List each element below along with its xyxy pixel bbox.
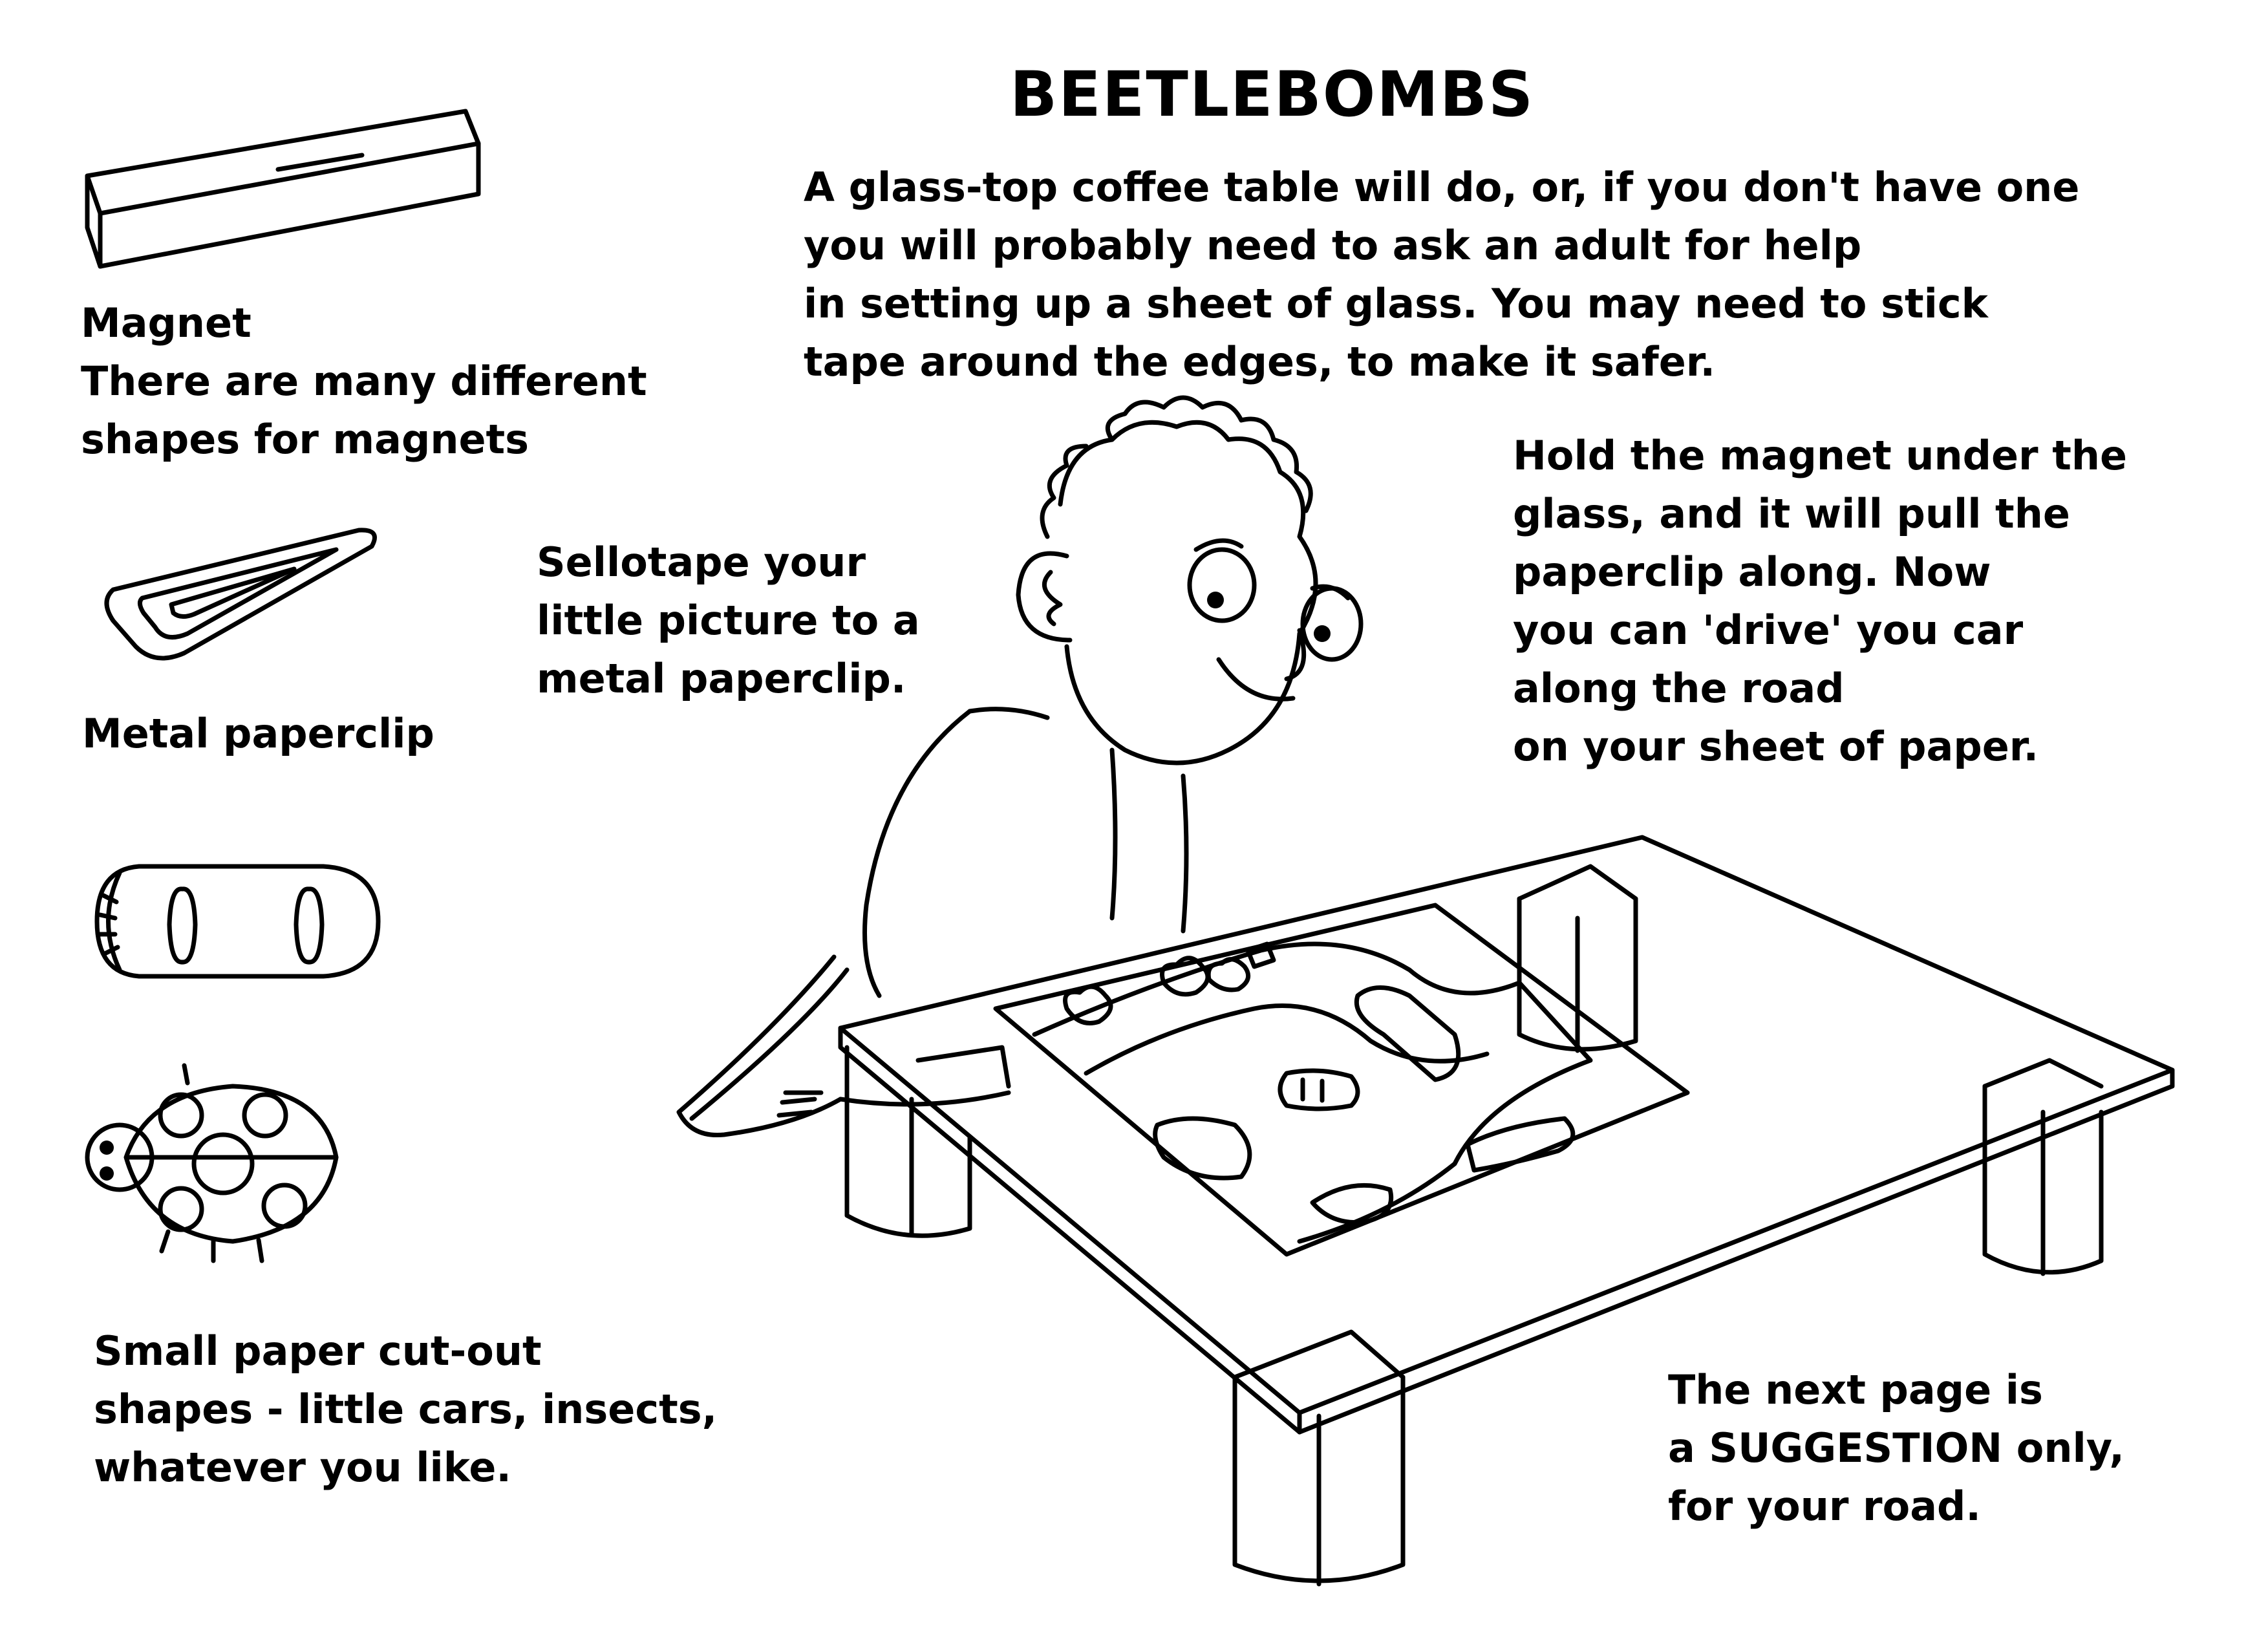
paperclip-icon xyxy=(107,530,375,658)
cutout-line: whatever you like. xyxy=(94,1444,511,1491)
sellotape-line: metal paperclip. xyxy=(537,655,906,702)
hold-magnet-instruction xyxy=(1513,427,2127,776)
hold-line: you can 'drive' you car xyxy=(1513,606,2024,654)
magnet-bar-icon xyxy=(87,111,478,266)
next-page-note xyxy=(1668,1361,2124,1536)
intro-line: you will probably need to ask an adult for help xyxy=(804,222,1862,269)
hold-line: on your sheet of paper. xyxy=(1513,723,2039,770)
intro-line: in setting up a sheet of glass. You may need to stick xyxy=(804,280,1988,327)
beetle-cutout-icon xyxy=(87,1066,336,1261)
boy-illustration xyxy=(679,398,1361,1135)
hold-line: along the road xyxy=(1513,665,1845,712)
magnet-caption-line: Magnet xyxy=(81,299,251,347)
intro-line: A glass-top coffee table will do, or, if you don't have one xyxy=(804,164,2080,211)
cutout-caption xyxy=(94,1322,717,1497)
magnet-caption-line: There are many different xyxy=(81,358,647,405)
next-page-line: The next page is xyxy=(1668,1366,2043,1413)
sellotape-line: Sellotape your xyxy=(537,539,866,586)
next-page-line: for your road. xyxy=(1668,1483,1981,1530)
magnet-caption xyxy=(81,294,647,469)
cutout-line: shapes - little cars, insects, xyxy=(94,1386,718,1433)
intro-line: tape around the edges, to make it safer. xyxy=(804,338,1716,385)
hold-line: Hold the magnet under the xyxy=(1513,432,2128,479)
page-title: BEETLEBOMBS xyxy=(1010,58,1535,131)
hold-line: glass, and it will pull the xyxy=(1513,490,2070,537)
sellotape-line: little picture to a xyxy=(537,597,920,644)
next-page-line: a SUGGESTION only, xyxy=(1668,1424,2124,1472)
magnet-caption-line: shapes for magnets xyxy=(81,416,530,463)
paperclip-caption: Metal paperclip xyxy=(82,710,434,757)
sellotape-instruction xyxy=(537,533,920,708)
cutout-line: Small paper cut-out xyxy=(94,1327,542,1375)
car-cutout-icon xyxy=(97,866,378,976)
intro-paragraph xyxy=(804,158,2079,391)
hold-line: paperclip along. Now xyxy=(1513,548,1991,595)
